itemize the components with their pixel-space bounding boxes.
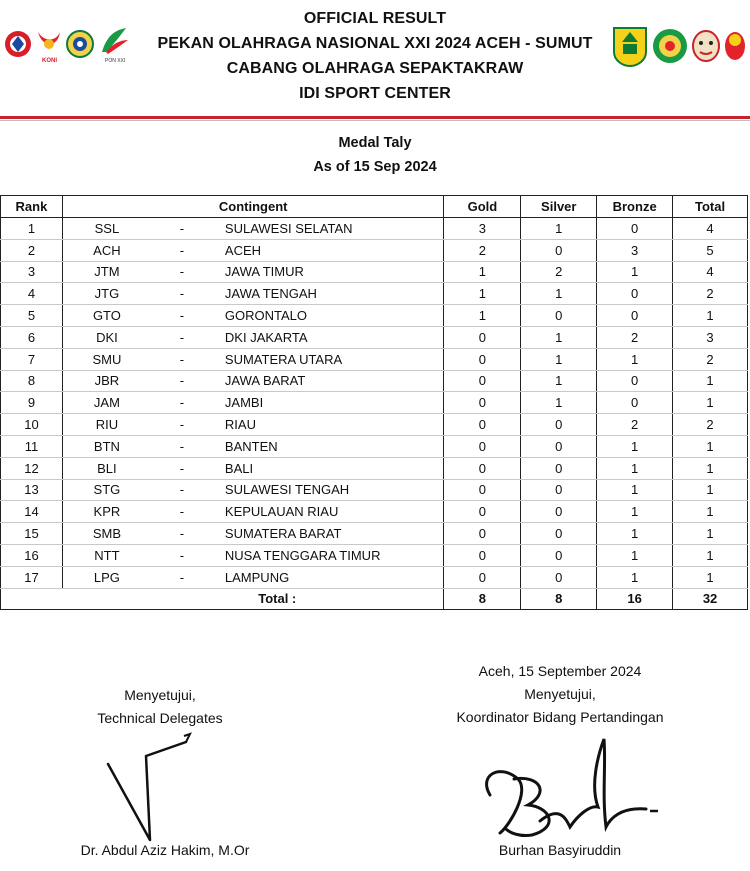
left-signature bbox=[100, 728, 210, 843]
contingent-separator: - bbox=[179, 569, 185, 585]
gold-cell: 0 bbox=[444, 566, 521, 588]
contingent-name: BALI bbox=[224, 460, 254, 476]
gold-cell: 0 bbox=[444, 435, 521, 457]
contingent-separator: - bbox=[179, 526, 185, 542]
contingent-cell bbox=[62, 566, 444, 588]
right-signature bbox=[470, 735, 665, 845]
contingent-cell bbox=[62, 261, 444, 283]
contingent-name: SULAWESI SELATAN bbox=[224, 220, 353, 236]
silver-cell: 0 bbox=[521, 566, 597, 588]
contingent-cell bbox=[62, 218, 444, 240]
silver-cell: 2 bbox=[521, 261, 597, 283]
silver-cell: 0 bbox=[521, 305, 597, 327]
left-signatory-name: Dr. Abdul Aziz Hakim, M.Or bbox=[80, 842, 250, 858]
contingent-separator: - bbox=[179, 308, 185, 324]
silver-cell: 0 bbox=[521, 457, 597, 479]
bronze-cell: 1 bbox=[597, 457, 673, 479]
bronze-cell: 1 bbox=[597, 261, 673, 283]
silver-cell: 0 bbox=[521, 501, 597, 523]
contingent-separator: - bbox=[179, 395, 185, 411]
col-bronze: Bronze bbox=[597, 196, 673, 218]
silver-cell: 0 bbox=[521, 479, 597, 501]
col-silver: Silver bbox=[521, 196, 597, 218]
medal-subtitle bbox=[0, 131, 750, 179]
contingent-cell bbox=[62, 457, 444, 479]
koni-logo-text: KONI bbox=[42, 58, 57, 64]
bronze-cell: 1 bbox=[597, 479, 673, 501]
gold-cell: 0 bbox=[444, 326, 521, 348]
totals-total: 32 bbox=[673, 588, 748, 610]
total-cell: 1 bbox=[673, 305, 748, 327]
table-row bbox=[1, 544, 748, 566]
table-row bbox=[1, 261, 748, 283]
contingent-cell bbox=[62, 544, 444, 566]
contingent-cell bbox=[62, 283, 444, 305]
total-cell: 1 bbox=[673, 566, 748, 588]
silver-cell: 1 bbox=[521, 370, 597, 392]
contingent-name: SUMATERA UTARA bbox=[224, 351, 343, 367]
bronze-cell: 1 bbox=[597, 435, 673, 457]
table-row bbox=[1, 457, 748, 479]
contingent-code: SMB bbox=[92, 526, 121, 542]
total-cell: 1 bbox=[673, 392, 748, 414]
contingent-separator: - bbox=[179, 351, 185, 367]
contingent-cell bbox=[62, 501, 444, 523]
contingent-separator: - bbox=[179, 504, 185, 520]
totals-gold: 8 bbox=[444, 588, 521, 610]
contingent-code: JBR bbox=[94, 373, 120, 389]
col-rank: Rank bbox=[1, 196, 63, 218]
bronze-cell: 0 bbox=[597, 218, 673, 240]
total-cell: 1 bbox=[673, 435, 748, 457]
total-cell: 4 bbox=[673, 218, 748, 240]
header-venue: IDI SPORT CENTER bbox=[299, 85, 451, 102]
contingent-code: JTM bbox=[94, 264, 120, 280]
table-row bbox=[1, 348, 748, 370]
total-cell: 4 bbox=[673, 261, 748, 283]
silver-cell: 1 bbox=[521, 348, 597, 370]
right-approval-role: Koordinator Bidang Pertandingan bbox=[456, 709, 664, 725]
rank-cell: 11 bbox=[1, 435, 63, 457]
total-cell: 1 bbox=[673, 544, 748, 566]
contingent-cell bbox=[62, 370, 444, 392]
contingent-cell bbox=[62, 479, 444, 501]
gold-cell: 0 bbox=[444, 523, 521, 545]
right-approval-label: Menyetujui, bbox=[524, 686, 596, 702]
contingent-code: SMU bbox=[92, 351, 122, 367]
totals-bronze: 16 bbox=[597, 588, 673, 610]
table-row bbox=[1, 370, 748, 392]
table-row bbox=[1, 435, 748, 457]
gold-cell: 0 bbox=[444, 544, 521, 566]
table-row bbox=[1, 414, 748, 436]
gold-cell: 0 bbox=[444, 501, 521, 523]
header-event: PEKAN OLAHRAGA NASIONAL XXI 2024 ACEH - SUMUT bbox=[157, 35, 593, 52]
rank-cell: 10 bbox=[1, 414, 63, 436]
table-row bbox=[1, 479, 748, 501]
col-gold: Gold bbox=[444, 196, 521, 218]
right-place-date: Aceh, 15 September 2024 bbox=[478, 663, 642, 679]
table-row bbox=[1, 501, 748, 523]
rank-cell: 6 bbox=[1, 326, 63, 348]
rank-cell: 13 bbox=[1, 479, 63, 501]
table-row bbox=[1, 326, 748, 348]
col-total: Total bbox=[673, 196, 748, 218]
total-cell: 1 bbox=[673, 501, 748, 523]
contingent-name: JAWA TIMUR bbox=[224, 264, 304, 280]
contingent-separator: - bbox=[179, 242, 185, 258]
bronze-cell: 3 bbox=[597, 239, 673, 261]
contingent-cell bbox=[62, 523, 444, 545]
header-sport: CABANG OLAHRAGA SEPAKTAKRAW bbox=[226, 60, 524, 77]
contingent-name: JAWA BARAT bbox=[224, 373, 306, 389]
total-cell: 2 bbox=[673, 414, 748, 436]
totals-row bbox=[1, 588, 748, 610]
totals-label: Total : bbox=[1, 588, 444, 610]
silver-cell: 1 bbox=[521, 283, 597, 305]
total-cell: 2 bbox=[673, 348, 748, 370]
col-contingent: Contingent bbox=[62, 196, 444, 218]
contingent-separator: - bbox=[179, 547, 185, 563]
rank-cell: 8 bbox=[1, 370, 63, 392]
silver-cell: 0 bbox=[521, 414, 597, 436]
contingent-separator: - bbox=[179, 329, 185, 345]
contingent-code: RIU bbox=[95, 417, 119, 433]
gold-cell: 1 bbox=[444, 305, 521, 327]
gold-cell: 0 bbox=[444, 479, 521, 501]
bronze-cell: 0 bbox=[597, 283, 673, 305]
contingent-separator: - bbox=[179, 286, 185, 302]
table-row bbox=[1, 392, 748, 414]
bronze-cell: 1 bbox=[597, 501, 673, 523]
medal-table bbox=[0, 195, 748, 610]
total-cell: 2 bbox=[673, 283, 748, 305]
contingent-cell bbox=[62, 348, 444, 370]
contingent-separator: - bbox=[179, 460, 185, 476]
gold-cell: 0 bbox=[444, 457, 521, 479]
contingent-separator: - bbox=[179, 417, 185, 433]
gold-cell: 3 bbox=[444, 218, 521, 240]
gold-cell: 0 bbox=[444, 370, 521, 392]
contingent-separator: - bbox=[179, 482, 185, 498]
bronze-cell: 1 bbox=[597, 523, 673, 545]
rank-cell: 16 bbox=[1, 544, 63, 566]
total-cell: 1 bbox=[673, 370, 748, 392]
contingent-separator: - bbox=[179, 373, 185, 389]
contingent-code: DKI bbox=[96, 329, 118, 345]
contingent-cell bbox=[62, 305, 444, 327]
total-cell: 5 bbox=[673, 239, 748, 261]
table-row bbox=[1, 305, 748, 327]
table-row bbox=[1, 218, 748, 240]
contingent-cell bbox=[62, 435, 444, 457]
as-of-date: As of 15 Sep 2024 bbox=[313, 159, 437, 175]
contingent-name: SUMATERA BARAT bbox=[224, 526, 342, 542]
bronze-cell: 2 bbox=[597, 326, 673, 348]
contingent-code: JTG bbox=[94, 286, 120, 302]
total-cell: 3 bbox=[673, 326, 748, 348]
contingent-name: DKI JAKARTA bbox=[224, 329, 308, 345]
contingent-name: JAMBI bbox=[224, 395, 264, 411]
header-divider-grey bbox=[0, 120, 750, 121]
silver-cell: 0 bbox=[521, 435, 597, 457]
gold-cell: 0 bbox=[444, 348, 521, 370]
contingent-name: BANTEN bbox=[224, 438, 278, 454]
contingent-name: ACEH bbox=[224, 242, 262, 258]
contingent-code: ACH bbox=[93, 242, 121, 258]
contingent-name: KEPULAUAN RIAU bbox=[224, 504, 339, 520]
silver-cell: 0 bbox=[521, 523, 597, 545]
contingent-code: GTO bbox=[92, 308, 121, 324]
table-row bbox=[1, 523, 748, 545]
rank-cell: 17 bbox=[1, 566, 63, 588]
left-approval-role: Technical Delegates bbox=[97, 710, 223, 726]
contingent-separator: - bbox=[179, 438, 185, 454]
contingent-name: GORONTALO bbox=[224, 308, 308, 324]
rank-cell: 3 bbox=[1, 261, 63, 283]
rank-cell: 9 bbox=[1, 392, 63, 414]
contingent-name: JAWA TENGAH bbox=[224, 286, 317, 302]
silver-cell: 0 bbox=[521, 544, 597, 566]
contingent-code: NTT bbox=[94, 547, 120, 563]
table-body bbox=[1, 218, 748, 589]
table-row bbox=[1, 283, 748, 305]
rank-cell: 15 bbox=[1, 523, 63, 545]
right-approval-block bbox=[410, 660, 710, 729]
pon-logo-text: PON XXI bbox=[105, 58, 126, 64]
contingent-code: BTN bbox=[93, 438, 120, 454]
bronze-cell: 1 bbox=[597, 566, 673, 588]
silver-cell: 1 bbox=[521, 326, 597, 348]
rank-cell: 7 bbox=[1, 348, 63, 370]
right-signatory-name: Burhan Basyiruddin bbox=[498, 842, 622, 858]
contingent-name: LAMPUNG bbox=[224, 569, 290, 585]
header-divider-red bbox=[0, 116, 750, 119]
document-header bbox=[0, 6, 750, 106]
bronze-cell: 0 bbox=[597, 370, 673, 392]
bronze-cell: 2 bbox=[597, 414, 673, 436]
contingent-code: KPR bbox=[93, 504, 121, 520]
rank-cell: 1 bbox=[1, 218, 63, 240]
total-cell: 1 bbox=[673, 523, 748, 545]
contingent-cell bbox=[62, 326, 444, 348]
contingent-separator: - bbox=[179, 220, 185, 236]
bronze-cell: 1 bbox=[597, 544, 673, 566]
contingent-name: RIAU bbox=[224, 417, 256, 433]
silver-cell: 1 bbox=[521, 218, 597, 240]
rank-cell: 5 bbox=[1, 305, 63, 327]
table-row bbox=[1, 239, 748, 261]
rank-cell: 12 bbox=[1, 457, 63, 479]
rank-cell: 14 bbox=[1, 501, 63, 523]
bronze-cell: 1 bbox=[597, 348, 673, 370]
silver-cell: 0 bbox=[521, 239, 597, 261]
rank-cell: 2 bbox=[1, 239, 63, 261]
gold-cell: 0 bbox=[444, 414, 521, 436]
contingent-cell bbox=[62, 414, 444, 436]
table-header-row bbox=[1, 196, 748, 218]
medal-tally-title: Medal Taly bbox=[338, 135, 412, 151]
contingent-code: SSL bbox=[94, 220, 120, 236]
contingent-code: LPG bbox=[93, 569, 120, 585]
header-title: OFFICIAL RESULT bbox=[303, 10, 447, 27]
total-cell: 1 bbox=[673, 457, 748, 479]
contingent-cell bbox=[62, 392, 444, 414]
bronze-cell: 0 bbox=[597, 392, 673, 414]
gold-cell: 1 bbox=[444, 261, 521, 283]
gold-cell: 1 bbox=[444, 283, 521, 305]
contingent-code: JAM bbox=[93, 395, 120, 411]
contingent-name: NUSA TENGGARA TIMUR bbox=[224, 547, 381, 563]
gold-cell: 2 bbox=[444, 239, 521, 261]
contingent-cell bbox=[62, 239, 444, 261]
silver-cell: 1 bbox=[521, 392, 597, 414]
contingent-name: SULAWESI TENGAH bbox=[224, 482, 350, 498]
left-approval-block bbox=[60, 684, 260, 730]
table-row bbox=[1, 566, 748, 588]
rank-cell: 4 bbox=[1, 283, 63, 305]
total-cell: 1 bbox=[673, 479, 748, 501]
contingent-code: STG bbox=[93, 482, 121, 498]
gold-cell: 0 bbox=[444, 392, 521, 414]
bronze-cell: 0 bbox=[597, 305, 673, 327]
contingent-separator: - bbox=[179, 264, 185, 280]
contingent-code: BLI bbox=[97, 460, 117, 476]
left-approval-label: Menyetujui, bbox=[124, 687, 196, 703]
totals-silver: 8 bbox=[521, 588, 597, 610]
